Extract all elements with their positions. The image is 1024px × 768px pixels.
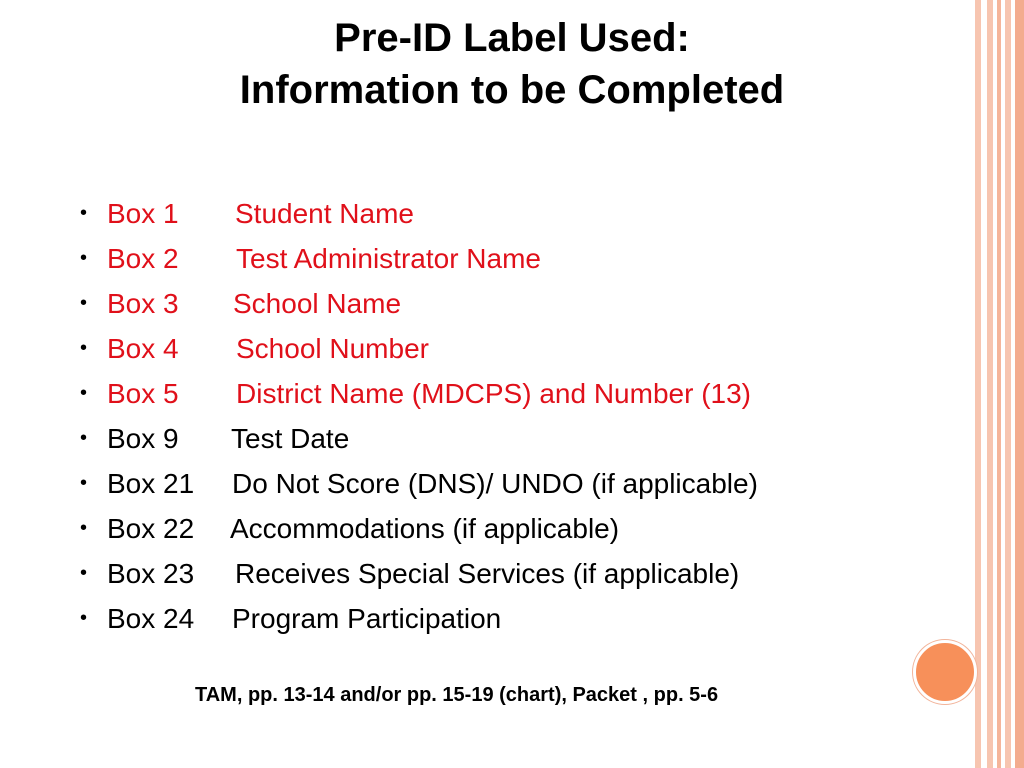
bullet-item-box-4 bbox=[80, 326, 880, 371]
box-number: Box 9 bbox=[107, 423, 179, 454]
reference-footnote: TAM, pp. 13-14 and/or pp. 15-19 (chart), Packet , pp. 5-6 bbox=[195, 684, 719, 706]
box-number: Box 4 bbox=[107, 333, 179, 364]
box-description: School Number bbox=[236, 333, 429, 364]
box-description: Receives Special Services (if applicable) bbox=[235, 558, 740, 589]
bullet-item-box-1 bbox=[80, 191, 880, 236]
box-description: Test Administrator Name bbox=[236, 243, 541, 274]
decorative-circle bbox=[913, 640, 977, 704]
bullet-item-box-23 bbox=[80, 551, 880, 596]
bullet-list bbox=[80, 191, 880, 641]
box-description: Accommodations (if applicable) bbox=[230, 513, 620, 544]
decorative-stripe bbox=[987, 0, 993, 768]
slide-title bbox=[60, 12, 964, 116]
box-number: Box 2 bbox=[107, 243, 179, 274]
box-description: District Name (MDCPS) and Number (13) bbox=[236, 378, 751, 409]
bullet-item-box-2 bbox=[80, 236, 880, 281]
bullet-item-box-5 bbox=[80, 371, 880, 416]
box-number: Box 1 bbox=[107, 198, 179, 229]
box-description: Do Not Score (DNS)/ UNDO (if applicable) bbox=[232, 468, 758, 499]
box-number: Box 5 bbox=[107, 378, 179, 409]
decorative-stripe bbox=[1005, 0, 1011, 768]
box-description: Program Participation bbox=[232, 603, 502, 634]
box-description: School Name bbox=[233, 288, 402, 319]
bullet-icon: • bbox=[80, 247, 88, 269]
box-number: Box 24 bbox=[107, 603, 195, 634]
bullet-icon: • bbox=[80, 382, 88, 404]
box-description: Student Name bbox=[235, 198, 414, 229]
bullet-item-box-3 bbox=[80, 281, 880, 326]
box-number: Box 3 bbox=[107, 288, 179, 319]
box-description: Test Date bbox=[231, 423, 350, 454]
bullet-item-box-21 bbox=[80, 461, 880, 506]
bullet-icon: • bbox=[80, 337, 88, 359]
slide-title-line-2: Information to be Completed bbox=[239, 68, 785, 112]
bullet-icon: • bbox=[80, 427, 88, 449]
decorative-stripe bbox=[975, 0, 981, 768]
bullet-item-box-22 bbox=[80, 506, 880, 551]
bullet-icon: • bbox=[80, 472, 88, 494]
decorative-stripe bbox=[997, 0, 1001, 768]
bullet-item-box-24 bbox=[80, 596, 880, 641]
slide-title-line-1: Pre-ID Label Used: bbox=[334, 16, 690, 60]
box-number: Box 21 bbox=[107, 468, 195, 499]
decorative-stripe bbox=[1015, 0, 1024, 768]
bullet-icon: • bbox=[80, 292, 88, 314]
bullet-item-box-9 bbox=[80, 416, 880, 461]
bullet-icon: • bbox=[80, 562, 88, 584]
box-number: Box 23 bbox=[107, 558, 195, 589]
box-number: Box 22 bbox=[107, 513, 195, 544]
bullet-icon: • bbox=[80, 607, 88, 629]
bullet-icon: • bbox=[80, 517, 88, 539]
bullet-icon: • bbox=[80, 202, 88, 224]
